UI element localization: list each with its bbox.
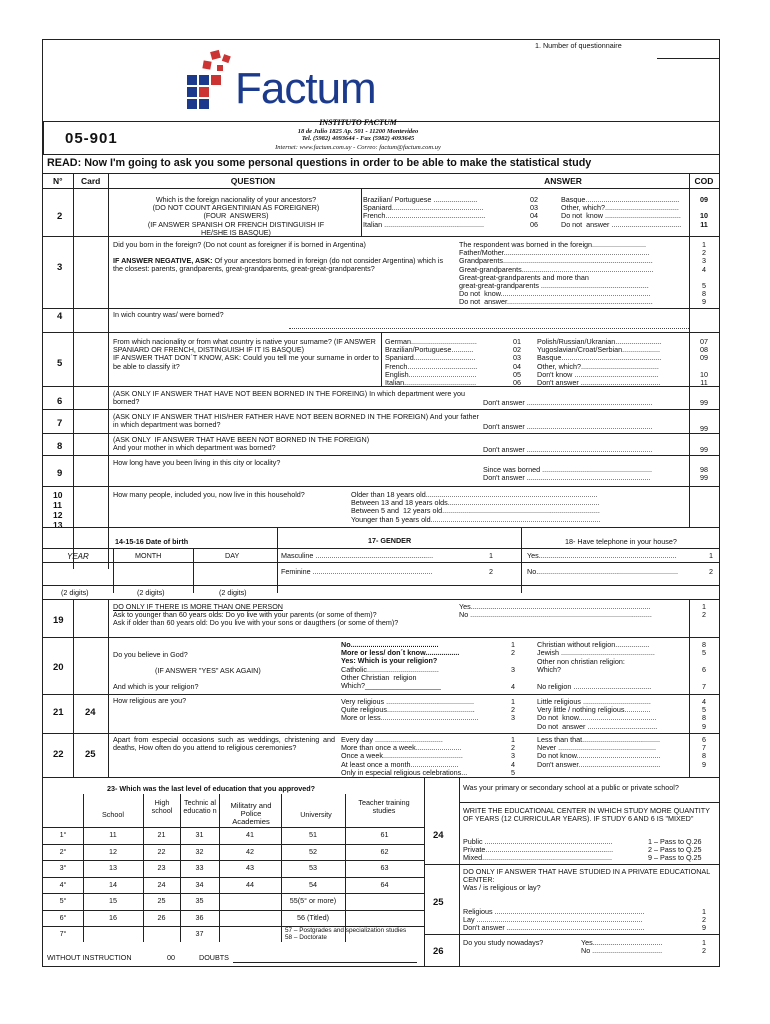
q10-options: Older than 18 years old...................................................................................... Between 13 and 18 years olds............................................................................ Between 5 and 12 years old............................................................................... Younger than 5 years old..................................................................................... bbox=[351, 490, 601, 524]
q7-number: 7 bbox=[57, 418, 63, 429]
edu-cell: 57 – Postgrades and specialization studies 58 – Doctorate bbox=[285, 927, 407, 941]
q9-answer: Since was borned ....................................................... Don't answer .............................................................. bbox=[483, 465, 652, 483]
month-digits: (2 digits) bbox=[137, 588, 165, 597]
phone-label bbox=[565, 538, 677, 546]
q7-code: 99 bbox=[700, 424, 708, 433]
questionnaire-number-label: 1. Number of questionnaire bbox=[535, 41, 622, 50]
doubts-label: DOUBTS bbox=[199, 953, 229, 962]
birth-label-text: Date of birth bbox=[143, 537, 189, 546]
q3-options: The respondent was borned in the foreign........................... Father/Mother......................................................................... Grandparents........................................................................... Great-grandparents.................................................................. Great-great-grandparents and more than great-great-grandparents ...................................................... Do not know........................................................................... Do not answer......................................................................... bbox=[459, 240, 654, 307]
edu-col-teacher: Teacher training studies bbox=[358, 798, 410, 816]
gender-female: Feminine ............................................................ bbox=[281, 567, 433, 576]
month-day-divider bbox=[193, 548, 194, 593]
without-instruction-label: WITHOUT INSTRUCTION bbox=[47, 953, 132, 962]
q3-bottom bbox=[43, 308, 719, 309]
edu-cell: 52 bbox=[309, 846, 317, 856]
q20-options-left-bold: No............................................ More or less/ don´t know................. Yes: Which is your religion? bbox=[341, 640, 460, 666]
q19-head: DO ONLY IF THERE IS MORE THAN ONE PERSON bbox=[113, 602, 283, 611]
edu-cell: 36 bbox=[195, 912, 204, 922]
edu-cell: 23 bbox=[157, 863, 166, 872]
q6-code: 99 bbox=[700, 398, 708, 407]
q19-top bbox=[43, 599, 719, 600]
q22-bottom bbox=[43, 777, 719, 778]
col-answer-header: ANSWER bbox=[544, 176, 582, 186]
gender-male: Masculine ........................................................... bbox=[281, 551, 434, 560]
phone-no: No....................................................................... bbox=[527, 567, 678, 576]
edu-cell: 35 bbox=[195, 896, 204, 905]
q10-bottom bbox=[43, 527, 719, 528]
q22-number: 22 bbox=[53, 749, 64, 760]
q22-question: Apart from especial occasions such as weddings, christening and deaths, How often do you attend to religious ceremonies? bbox=[113, 735, 335, 753]
q22-options-right: Less than that....................................... Never ................................................. Do not know.......................................... Don't answer......................................... bbox=[537, 735, 661, 769]
edu-cell: 32 bbox=[195, 846, 204, 856]
q24-options: Public ................................................................ Private................................................................ Mixed................................................................. bbox=[463, 837, 614, 863]
q7-question: (ASK ONLY IF ANSWER THAT HIS/HER FATHER HAVE NOT BEEN BORNED IN THE FOREIGN) And your father in which department was borned? bbox=[113, 412, 479, 430]
edu-row-line bbox=[43, 844, 424, 845]
birth-row-mid bbox=[43, 562, 277, 563]
q2-options-left: Brazilian/ Portuguese ...................... Spaniard.............................................. French.................................................. Italian .................................................. bbox=[363, 195, 486, 229]
edu-col-military: Militatry and Police Academies bbox=[230, 801, 272, 827]
col-card-header: Card bbox=[81, 176, 101, 186]
lower-col-card bbox=[108, 599, 109, 777]
q9-question: How long have you been living in this city or locality? bbox=[113, 458, 281, 467]
edu-cell: 55(5° or more) bbox=[289, 896, 337, 905]
edu-cell: 24 bbox=[157, 879, 166, 889]
edu-cell: 54 bbox=[309, 879, 317, 889]
q20-codes-left: 1 2 3 4 bbox=[511, 640, 515, 692]
q6-number: 6 bbox=[57, 396, 63, 407]
col-line-n bbox=[73, 173, 74, 569]
institute-internet: Internet: www.factum.com.uy - Correo: factum@factum.com.uy bbox=[275, 144, 441, 151]
edu-cell: 16 bbox=[109, 912, 117, 922]
q24-codes: 1 – Pass to Q.26 2 – Pass to Q.25 9 – Pass to Q.25 bbox=[648, 837, 702, 863]
q24-number: 24 bbox=[433, 830, 444, 841]
q21-codes-right: 4 5 8 9 bbox=[702, 697, 706, 731]
q5-bottom bbox=[43, 386, 719, 387]
birth-month-label: MONTH bbox=[135, 551, 162, 560]
phone-no-code: 2 bbox=[709, 567, 713, 576]
gender-phone-divider bbox=[521, 527, 522, 593]
q3-question-1: Did you born in the foreign? (Do not count as foreigner if is borned in Argentina) bbox=[113, 240, 366, 249]
edu-cell: 56 (Titled) bbox=[296, 912, 330, 922]
questionnaire-page bbox=[42, 39, 720, 967]
logo-brand-text: Factum bbox=[235, 64, 376, 113]
q6-question: (ASK ONLY IF ANSWER THAT HAVE NOT BEEN BORNED IN THE FOREING) In which department were you borned? bbox=[113, 389, 466, 407]
edu-row-line bbox=[43, 860, 424, 861]
q21-number: 21 bbox=[53, 707, 64, 718]
q21-codes-left: 1 2 3 bbox=[511, 697, 515, 723]
q7-answer: Don't answer ............................................................... bbox=[483, 422, 653, 431]
year-month-divider bbox=[113, 548, 114, 593]
q26-options: Yes................................... No ................................... bbox=[581, 938, 663, 956]
q24-sep bbox=[459, 802, 719, 803]
q26-number: 26 bbox=[433, 946, 444, 957]
q3-question-2 bbox=[113, 257, 453, 273]
q26-question: Do you study nowadays? bbox=[463, 938, 544, 947]
q2-bottom bbox=[43, 236, 719, 237]
q21-options-right: Little religious .................................. Very little / nothing religious............. Do not know....................................... Do not answer ................................... bbox=[537, 697, 658, 731]
day-digits: (2 digits) bbox=[219, 588, 247, 597]
q26-codes: 1 2 bbox=[702, 938, 706, 956]
edu-cell: 11 bbox=[109, 830, 117, 839]
edu-cell: 42 bbox=[246, 846, 254, 856]
read-instruction: READ: Now I'm going to ask you some personal questions in order to be able to make the statistical study bbox=[47, 157, 592, 169]
q20-options-left: Catholic.................................... Other Christian religion Which?___________________ bbox=[341, 665, 441, 691]
edu-cell: 34 bbox=[195, 879, 204, 889]
q20-codes-right: 8 5 6 7 bbox=[702, 640, 706, 692]
edu-cell: 44 bbox=[246, 879, 254, 889]
gender-male-code: 1 bbox=[489, 551, 493, 560]
q25-bottom bbox=[424, 934, 719, 935]
q21-bottom bbox=[43, 733, 719, 734]
q20-question-1: Do you believe in God? bbox=[113, 650, 188, 659]
q5-number: 5 bbox=[57, 358, 63, 369]
edu-cell: 61 bbox=[380, 830, 389, 839]
q20-bottom bbox=[43, 694, 719, 695]
birth-year-label: YEAR bbox=[67, 552, 89, 561]
doubts-line bbox=[233, 962, 417, 963]
q24-question-2: WRITE THE EDUCATIONAL CENTER IN WHICH STUDY MORE QUANTITY OF YEARS (12 CURRICULAR YEARS). IF STUDY 6 AND 6 IS "MIXED" bbox=[463, 806, 710, 824]
edu-cell: 64 bbox=[380, 879, 389, 889]
col-question-header: QUESTION bbox=[230, 176, 276, 186]
edu-cell: 6° bbox=[59, 912, 67, 922]
code-box-border bbox=[43, 121, 44, 155]
edu-cell: 31 bbox=[195, 830, 204, 839]
year-digits: (2 digits) bbox=[61, 588, 89, 597]
q20-question-2: (IF ANSWER "YES" ASK AGAIN) bbox=[155, 666, 261, 675]
edu-cell: 63 bbox=[380, 863, 389, 872]
edu-cell: 43 bbox=[246, 863, 254, 872]
edu-header-bottom bbox=[43, 827, 424, 828]
q8-code: 99 bbox=[700, 445, 708, 454]
edu-row-line bbox=[43, 910, 424, 911]
columns-top-line bbox=[43, 173, 719, 174]
q25-question: DO ONLY IF ANSWER THAT HAVE STUDIED IN A PRIVATE EDUCATIONAL CENTER: Was / is religious or lay? bbox=[463, 867, 710, 893]
edu-cell: 53 bbox=[309, 863, 317, 872]
q6-bottom bbox=[43, 409, 719, 410]
edu-cell: 51 bbox=[309, 830, 317, 839]
edu-col-school: School bbox=[102, 810, 124, 819]
phone-yes-code: 1 bbox=[709, 551, 713, 560]
q22-codes-right: 6 7 8 9 bbox=[702, 735, 706, 769]
edu-cell: 12 bbox=[109, 846, 117, 856]
q5-divider bbox=[381, 332, 382, 386]
q19-options: Yes.......................................................................................... No ........................................................................................... bbox=[459, 602, 652, 620]
edu-cell: 62 bbox=[380, 846, 389, 856]
q20-options-right: Christian without religion................. Jewish ............................................... Other non christian religion: Which? No religion ....................................... bbox=[537, 640, 655, 692]
edu-cell: 37 bbox=[195, 929, 204, 938]
edu-cell: 15 bbox=[109, 896, 117, 905]
form-code: 05-901 bbox=[65, 130, 118, 147]
q19-question: Ask to younger than 60 years olds: Do yo live with your parents (or some of them)? Ask if older than 60 years old: Do you live with your sons or daugthers (or some of them)? bbox=[113, 610, 399, 628]
q2-codes-left: 02 03 04 06 bbox=[530, 195, 538, 229]
header-row-bottom bbox=[43, 188, 719, 189]
q20-question-3: And which is your religion? bbox=[113, 682, 199, 691]
q25-options: Religious ........................................................................... Lay ................................................................................... Don't answer ..................................................................... bbox=[463, 907, 645, 933]
edu-cell: 13 bbox=[109, 863, 117, 872]
q20-number: 20 bbox=[53, 662, 64, 673]
edu-col-high: High school bbox=[151, 798, 173, 816]
q8-question: (ASK ONLY IF ANSWER THAT HAVE BEEN NOT BORNED IN THE FOREIGN) And your mother in which department was borned? bbox=[113, 435, 370, 453]
q21-options-left: Very religious ............................................ Quite religious............................................ More or less................................................. bbox=[341, 697, 479, 723]
q4-number: 4 bbox=[57, 311, 63, 322]
q9-number: 9 bbox=[57, 468, 63, 479]
q22-options-left: Every day .................................. More than once a week....................... Once a week........................................ At least once a month........................ Only in especial religious celebrations... bbox=[341, 735, 468, 777]
edu-cell: 41 bbox=[246, 830, 254, 839]
lower-col-n bbox=[73, 599, 74, 777]
edu-col-technic: Technic al educatio n bbox=[183, 798, 217, 816]
edu-row-line bbox=[43, 877, 424, 878]
q9-code: 98 99 bbox=[700, 465, 708, 483]
q5-options-right: Polish/Russian/Ukranian....................... Yugoslavian/Croat/Serbian................... Basque.................................................. Other, which?....................................... Don't know .......................................... Don't answer ........................................ bbox=[537, 337, 662, 388]
birth-gender-divider bbox=[277, 527, 278, 593]
q3-number: 3 bbox=[57, 262, 63, 273]
q21-card: 24 bbox=[85, 707, 96, 718]
institute-name: INSTITUTO FACTUM bbox=[319, 118, 397, 127]
read-top-line bbox=[43, 154, 719, 155]
q2-number: 2 bbox=[57, 211, 63, 222]
q2-codes-right: 09 10 11 bbox=[700, 195, 708, 229]
gender-female-code: 2 bbox=[489, 567, 493, 576]
birth-row-bottom bbox=[43, 585, 277, 586]
q25-number: 25 bbox=[433, 897, 444, 908]
birth-row-top bbox=[43, 548, 719, 549]
q22-card: 25 bbox=[85, 749, 96, 760]
birth-label bbox=[115, 538, 188, 546]
edu-cell: 3° bbox=[59, 863, 67, 872]
q23-label: 23- Which was the last level of education that you approved? bbox=[107, 784, 316, 793]
edu-row-line bbox=[43, 893, 424, 894]
birth-day-label: DAY bbox=[225, 551, 240, 560]
q5-options-left: German................................. Brazilian/Portuguese........... Spaniard............................... French................................... English.................................. Italian.................................... bbox=[385, 337, 478, 388]
institute-phone: Tel. (5982) 4093644 - Fax (5982) 4093645 bbox=[301, 135, 415, 142]
q2-options-right: Basque............................................... Other, which?..................................... Do not know ...................................... Do not answer ................................... bbox=[561, 195, 682, 229]
q10-question: How many people, included you, now live in this household? bbox=[113, 490, 305, 499]
q4-question: In wich country was/ were borned? bbox=[113, 310, 224, 319]
q5-question: From which nacionality or from what country is native your surname? (IF ANSWER SPANIARD OR FRENCH, DISTINGUISH IF IT IS BASQUE) IF ANSWER THAT DON´T KNOW, ASK: Could you tell me your surname in order to be able to classify it? bbox=[113, 337, 379, 371]
q2-question: Which is the foreign nacionality of your ancestors? (DO NOT COUNT ARGENTINIAN AS FOREIGNER) (FOUR ANSWERS) (IF ANSWER SPANISH OR FRENCH DISTINGUISH IF HE/SHE IS BASQUE) bbox=[147, 195, 325, 237]
edu-cell: 7° bbox=[59, 929, 67, 938]
q3-question-2-rest: Of your ancestors borned in foreign (do not consider Argentina) which is the closest: parents, grandparents, great-grandparents, great-great-grandparents? bbox=[113, 256, 444, 274]
edu-cell: 2° bbox=[59, 846, 67, 856]
q21-question: How religious are you? bbox=[113, 696, 187, 705]
institute-address: 18 de Julio 1825 Ap. 501 - 11200 Montevideo bbox=[297, 128, 419, 135]
edu-cell: 33 bbox=[195, 863, 204, 872]
q10-13-numbers: 10 11 12 13 bbox=[53, 490, 63, 530]
gender-row-mid bbox=[277, 562, 719, 563]
q7-bottom bbox=[43, 433, 719, 434]
without-instruction-code: 00 bbox=[167, 953, 175, 962]
edu-cell: 14 bbox=[109, 879, 117, 889]
edu-cell: 26 bbox=[157, 912, 166, 922]
q24-bottom bbox=[424, 864, 719, 865]
q25-codes: 1 2 9 bbox=[702, 907, 706, 933]
q24-num-col bbox=[459, 777, 460, 966]
q19-bottom bbox=[43, 637, 719, 638]
col-n-header: N° bbox=[53, 176, 63, 186]
q5-codes-left: 01 02 03 04 05 06 bbox=[513, 337, 521, 388]
q9-bottom bbox=[43, 486, 719, 487]
edu-cell: 25 bbox=[157, 896, 166, 905]
q19-codes: 1 2 bbox=[702, 602, 706, 620]
edu-col-university: University bbox=[300, 810, 332, 819]
phone-label-text: 18- Have telephone in your house? bbox=[565, 537, 677, 546]
factum-logo bbox=[185, 49, 435, 119]
edu-cell: 22 bbox=[157, 846, 166, 856]
birth-label-num: 14-15-16 bbox=[115, 537, 144, 546]
edu-cell: 4° bbox=[59, 879, 67, 889]
edu-cell: 21 bbox=[157, 830, 166, 839]
q19-number: 19 bbox=[53, 615, 64, 626]
q4-answer-line bbox=[289, 328, 689, 329]
q8-bottom bbox=[43, 455, 719, 456]
gender-label: 17- GENDER bbox=[368, 536, 412, 545]
edu-cell: 1° bbox=[59, 830, 67, 839]
questionnaire-number-line bbox=[657, 58, 720, 59]
phone-yes: Yes..................................................................... bbox=[527, 551, 677, 560]
q3-question-2-lead: IF ANSWER NEGATIVE, ASK: bbox=[113, 256, 213, 265]
q5-codes-right: 07 08 09 10 11 bbox=[700, 337, 708, 388]
q3-codes: 1 2 3 4 5 8 9 bbox=[702, 240, 706, 307]
gender-row-bottom bbox=[277, 585, 719, 586]
q24-question-1: Was your primary or secondary school at a public or private school? bbox=[463, 783, 679, 792]
q2-divider bbox=[361, 188, 362, 236]
edu-cell: 5° bbox=[59, 896, 67, 905]
q22-codes-left: 1 2 3 4 5 bbox=[511, 735, 515, 777]
q6-answer: Don't answer ............................................................... bbox=[483, 398, 653, 407]
q8-number: 8 bbox=[57, 441, 63, 452]
col-cod-header: COD bbox=[694, 176, 714, 186]
q8-answer: Don't answer ............................................................... bbox=[483, 445, 653, 454]
